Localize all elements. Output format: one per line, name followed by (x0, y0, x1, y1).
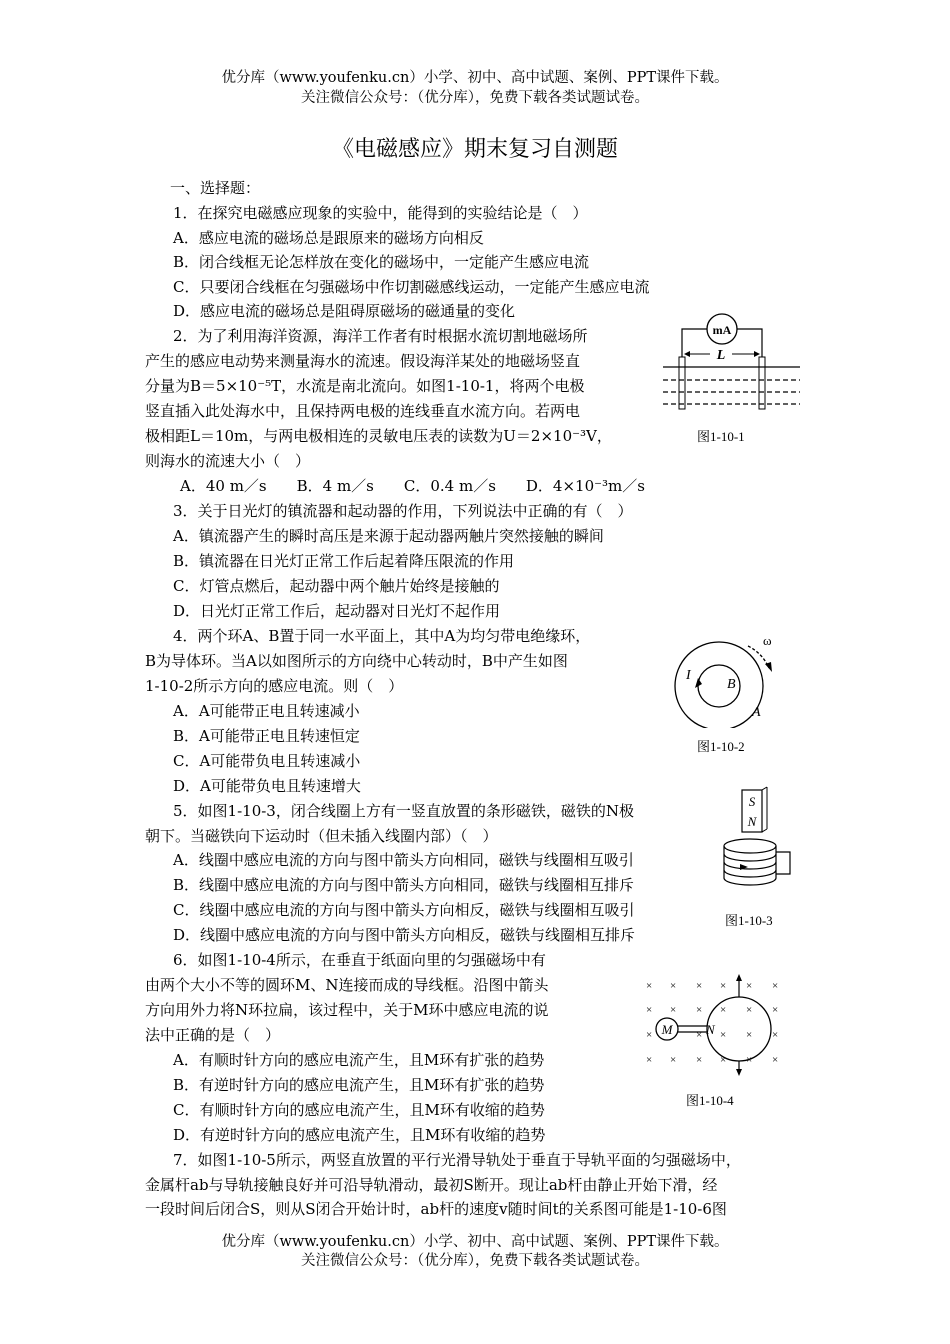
length-label: L (716, 348, 726, 363)
q6-option-d: D．有逆时针方向的感应电流产生，且M环有收缩的趋势 (173, 1126, 546, 1144)
q6-option-b: B．有逆时针方向的感应电流产生，且M环有扩张的趋势 (173, 1076, 545, 1094)
q6-line-1: 6．如图1-10-4所示，在垂直于纸面向里的匀强磁场中有 (173, 951, 546, 969)
q4-option-b: B．A可能带正电且转速恒定 (173, 727, 360, 745)
section-heading: 一、选择题： (170, 179, 261, 197)
ring-n (707, 997, 771, 1061)
svg-text:×: × (720, 1029, 727, 1041)
omega-label: ω (763, 633, 772, 648)
q4-option-c: C．A可能带负电且转速减小 (173, 752, 361, 770)
q5-option-b: B．线圈中感应电流的方向与图中箭头方向相同，磁铁与线圈相互排斥 (173, 876, 635, 894)
q2-options: A．40 m／s B．4 m／s C．0.4 m／s D．4×10⁻³m／s (180, 477, 645, 495)
q2-line-3: 分量为B＝5×10⁻⁵T，水流是南北流向。如图1-10-1，将两个电极 (145, 377, 585, 395)
q5-option-c: C．线圈中感应电流的方向与图中箭头方向相反，磁铁与线圈相互吸引 (173, 901, 635, 919)
ring-a-label: A (752, 705, 761, 720)
svg-text:×: × (670, 1004, 677, 1016)
q2-line-5: 极相距L＝10m，与两电极相连的灵敏电压表的读数为U＝2×10⁻³V， (145, 427, 612, 445)
q6-line-4: 法中正确的是（ ） (145, 1026, 281, 1044)
ring-b-label: B (727, 677, 736, 692)
coil-top (724, 839, 776, 853)
magnet-n-label: N (747, 814, 757, 829)
q4-option-d: D．A可能带负电且转速增大 (173, 777, 361, 795)
q2-line-2: 产生的感应电动势来测量海水的流速。假设海洋某处的地磁场竖直 (145, 352, 581, 370)
q4-line-1: 4．两个环A、B置于同一水平面上，其中A为均匀带电绝缘环， (173, 627, 591, 645)
figure-1-10-2-caption: 图1-10-2 (697, 739, 745, 754)
ammeter-label: mA (712, 323, 732, 337)
q2-line-4: 竖直插入此处海水中，且保持两电极的连线垂直水流方向。若两电 (145, 402, 581, 420)
q7-line-3: 一段时间后闭合S，则从S闭合开始计时，ab杆的速度v随时间t的关系图可能是1-10-6图 (145, 1200, 727, 1218)
q3-option-b: B．镇流器在日光灯正常工作后起着降压限流的作用 (173, 552, 515, 570)
q6-option-c: C．有顺时针方向的感应电流产生，且M环有收缩的趋势 (173, 1101, 545, 1119)
header-line-1: 优分库（www.youfenku.cn）小学、初中、高中试题、案例、PPT课件下载。 (221, 70, 729, 86)
svg-text:×: × (772, 1004, 779, 1016)
svg-text:×: × (772, 980, 779, 992)
q1-option-d: D．感应电流的磁场总是阻碍原磁场的磁通量的变化 (173, 302, 516, 320)
ring-n-label: N (706, 1022, 715, 1037)
svg-text:×: × (696, 1029, 703, 1041)
figure-1-10-4-caption: 图1-10-4 (686, 1093, 734, 1108)
svg-text:×: × (646, 1004, 653, 1016)
q5-option-a: A．线圈中感应电流的方向与图中箭头方向相同，磁铁与线圈相互吸引 (173, 851, 634, 869)
q3-option-c: C．灯管点燃后，起动器中两个触片始终是接触的 (173, 577, 500, 595)
figure-1-10-3-caption: 图1-10-3 (725, 913, 773, 928)
q3-stem: 3．关于日光灯的镇流器和起动器的作用，下列说法中正确的有（ ） (173, 502, 633, 520)
svg-text:×: × (746, 1004, 753, 1016)
magnet-s-label: S (748, 794, 756, 809)
q1-stem: 1．在探究电磁感应现象的实验中，能得到的实验结论是（ ） (173, 204, 588, 222)
q1-option-b: B．闭合线框无论怎样放在变化的磁场中，一定能产生感应电流 (173, 253, 590, 271)
figure-1-10-2 (665, 628, 785, 728)
q6-option-a: A．有顺时针方向的感应电流产生，且M环有扩张的趋势 (173, 1051, 545, 1069)
svg-text:×: × (746, 980, 753, 992)
q5-line-1: 5．如图1-10-3，闭合线圈上方有一竖直放置的条形磁铁，磁铁的N极 (173, 802, 634, 820)
page-title: 《电磁感应》期末复习自测题 (331, 137, 618, 162)
electrode-left (679, 357, 685, 409)
svg-text:×: × (646, 980, 653, 992)
svg-text:×: × (720, 980, 727, 992)
ring-m-label: M (661, 1022, 673, 1037)
q6-line-3: 方向用外力将N环拉扁，该过程中，关于M环中感应电流的说 (145, 1001, 549, 1019)
q5-option-d: D．线圈中感应电流的方向与图中箭头方向相反，磁铁与线圈相互排斥 (173, 926, 636, 944)
svg-text:×: × (746, 1054, 753, 1066)
q1-option-a: A．感应电流的磁场总是跟原来的磁场方向相反 (173, 229, 484, 247)
footer-line-1: 优分库（www.youfenku.cn）小学、初中、高中试题、案例、PPT课件下载。 (221, 1234, 729, 1250)
q7-line-2: 金属杆ab与导轨接触良好并可沿导轨滑动，最初S断开。现让ab杆由静止开始下滑，经 (145, 1176, 718, 1194)
q2-line-1: 2．为了利用海洋资源，海洋工作者有时根据水流切割地磁场所 (173, 327, 588, 345)
q4-line-2: B为导体环。当A以如图所示的方向绕中心转动时，B中产生如图 (145, 652, 568, 670)
svg-text:×: × (646, 1029, 653, 1041)
svg-text:×: × (696, 1004, 703, 1016)
ring-a (675, 642, 763, 728)
figure-1-10-1 (660, 312, 810, 422)
q5-line-2: 朝下。当磁铁向下运动时（但未插入线圈内部）（ ） (145, 827, 498, 845)
svg-text:×: × (670, 980, 677, 992)
svg-text:×: × (720, 1004, 727, 1016)
q7-line-1: 7．如图1-10-5所示，两竖直放置的平行光滑导轨处于垂直于导轨平面的匀强磁场中， (173, 1151, 741, 1169)
electrode-right (759, 357, 765, 409)
svg-text:×: × (720, 1054, 727, 1066)
figure-1-10-3 (718, 786, 798, 911)
svg-text:×: × (746, 1029, 753, 1041)
figure-1-10-4 (640, 972, 790, 1082)
q3-option-a: A．镇流器产生的瞬时高压是来源于起动器两触片突然接触的瞬间 (173, 527, 604, 545)
svg-text:×: × (772, 1029, 779, 1041)
q1-option-c: C．只要闭合线框在匀强磁场中作切割磁感线运动，一定能产生感应电流 (173, 278, 650, 296)
figure-1-10-1-caption: 图1-10-1 (697, 429, 745, 444)
footer-line-2: 关注微信公众号：（优分库），免费下载各类试题试卷。 (301, 1253, 649, 1269)
q6-line-2: 由两个大小不等的圆环M、N连接而成的导线框。沿图中箭头 (145, 976, 549, 994)
pull-down-arrow-icon (736, 1069, 742, 1076)
q4-option-a: A．A可能带正电且转速减小 (173, 702, 360, 720)
svg-text:×: × (772, 1054, 779, 1066)
svg-text:×: × (646, 1054, 653, 1066)
q3-option-d: D．日光灯正常工作后，起动器对日光灯不起作用 (173, 602, 501, 620)
svg-text:×: × (696, 980, 703, 992)
q4-line-3: 1-10-2所示方向的感应电流。则（ ） (145, 677, 404, 695)
svg-text:×: × (670, 1054, 677, 1066)
q2-line-6: 则海水的流速大小（ ） (145, 452, 311, 470)
pull-up-arrow-icon (736, 974, 742, 981)
svg-text:×: × (696, 1054, 703, 1066)
current-label: I (686, 668, 691, 683)
header-line-2: 关注微信公众号：（优分库），免费下载各类试题试卷。 (301, 90, 649, 106)
